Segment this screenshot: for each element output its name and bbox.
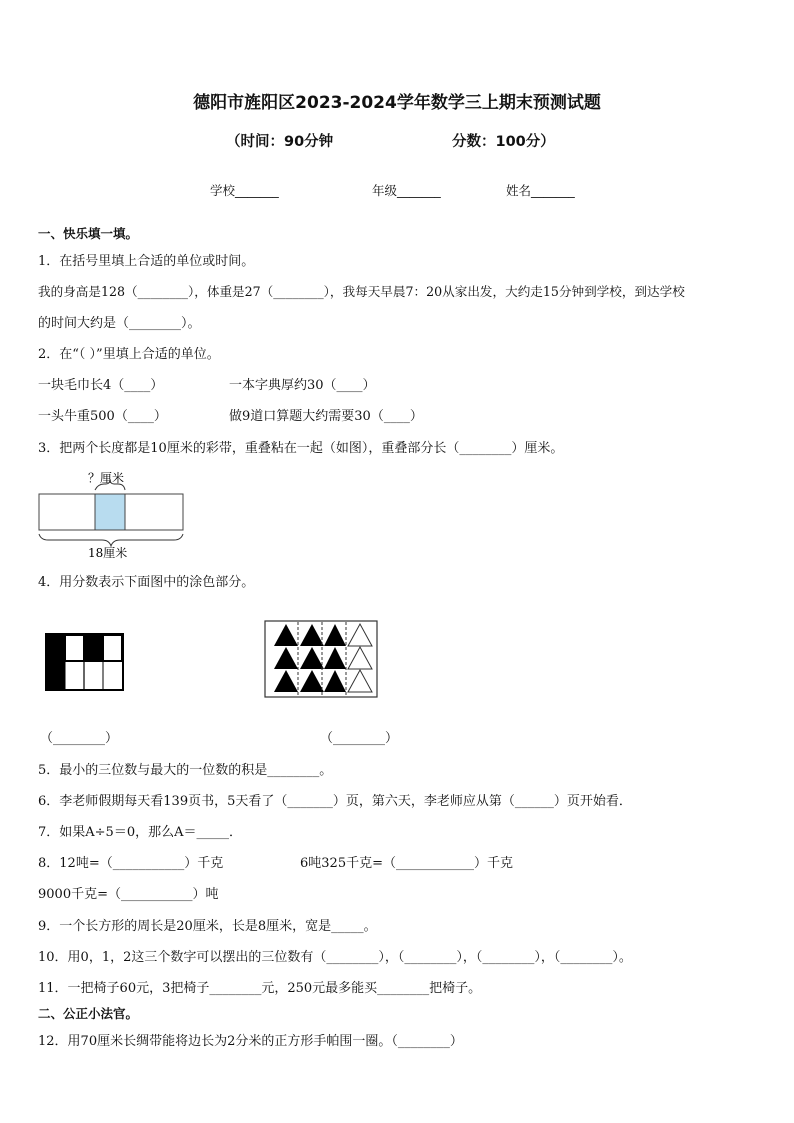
triangle-figure	[264, 620, 380, 700]
q12: 12．用70厘米长绸带能将边长为2分米的正方形手帕围一圈。（________）	[38, 1034, 463, 1049]
bottom-brace	[39, 534, 183, 546]
q1-line2: 的时间大约是（________）。	[38, 316, 201, 331]
q1-stem: 1．在括号里填上合适的单位或时间。	[38, 254, 255, 269]
q8-b: 6吨325千克=（____________）千克	[300, 856, 513, 871]
q2-stem: 2．在“（ ）”里填上合适的单位。	[38, 347, 220, 362]
q11: 11．一把椅子60元，3把椅子________元，250元最多能买________把椅子。	[38, 981, 482, 996]
q2-d: 做9道口算题大约需要30（____）	[229, 409, 423, 424]
q8-c: 9000千克=（___________）吨	[38, 887, 219, 902]
q2-b: 一本字典厚约30（____）	[229, 378, 376, 393]
q10: 10．用0，1，2这三个数字可以摆出的三位数有（________），（________），（________），（________）。	[38, 950, 632, 965]
total-length-label: 18厘米	[88, 546, 128, 560]
section-2-heading: 二、公正小法官。	[38, 1006, 139, 1021]
q4-stem: 4．用分数表示下面图中的涂色部分。	[38, 575, 255, 590]
score-info: 分数：100分）	[452, 134, 555, 150]
q3-stem: 3．把两个长度都是10厘米的彩带，重叠粘在一起（如图），重叠部分长（________）厘米。	[38, 441, 564, 456]
grade-field[interactable]: 年级_______	[372, 183, 441, 198]
q2-a: 一块毛巾长4（____）	[38, 378, 164, 393]
q9: 9．一个长方形的周长是20厘米，长是8厘米，宽是_____。	[38, 919, 377, 934]
q2-c: 一头牛重500（____）	[38, 409, 167, 424]
grid-figure	[44, 632, 126, 692]
q8-a: 8．12吨=（___________）千克	[38, 856, 224, 871]
overlap-length-label: ？厘米	[88, 471, 125, 485]
ribbon-diagram	[36, 466, 186, 562]
q5: 5．最小的三位数与最大的一位数的积是________。	[38, 763, 333, 778]
q4-answer-2[interactable]: （________）	[320, 731, 399, 746]
time-info: （时间：90分钟	[226, 134, 334, 150]
q4-answer-1[interactable]: （________）	[40, 731, 119, 746]
page-title: 德阳市旌阳区2023-2024学年数学三上期末预测试题	[193, 93, 601, 113]
section-1-heading: 一、快乐填一填。	[38, 226, 139, 241]
school-field[interactable]: 学校_______	[210, 183, 279, 198]
name-field[interactable]: 姓名_______	[506, 183, 575, 198]
q1-line1: 我的身高是128（________），体重是27（________），我每天早晨7：20从家出发，大约走15分钟到学校，到达学校	[38, 284, 685, 299]
q6: 6．李老师假期每天看139页书，5天看了（_______）页，第六天，李老师应从第（______）页开始看．	[38, 794, 632, 809]
ribbon-overlap	[95, 494, 125, 530]
q7: 7．如果A÷5＝0，那么A＝_____．	[38, 825, 242, 840]
